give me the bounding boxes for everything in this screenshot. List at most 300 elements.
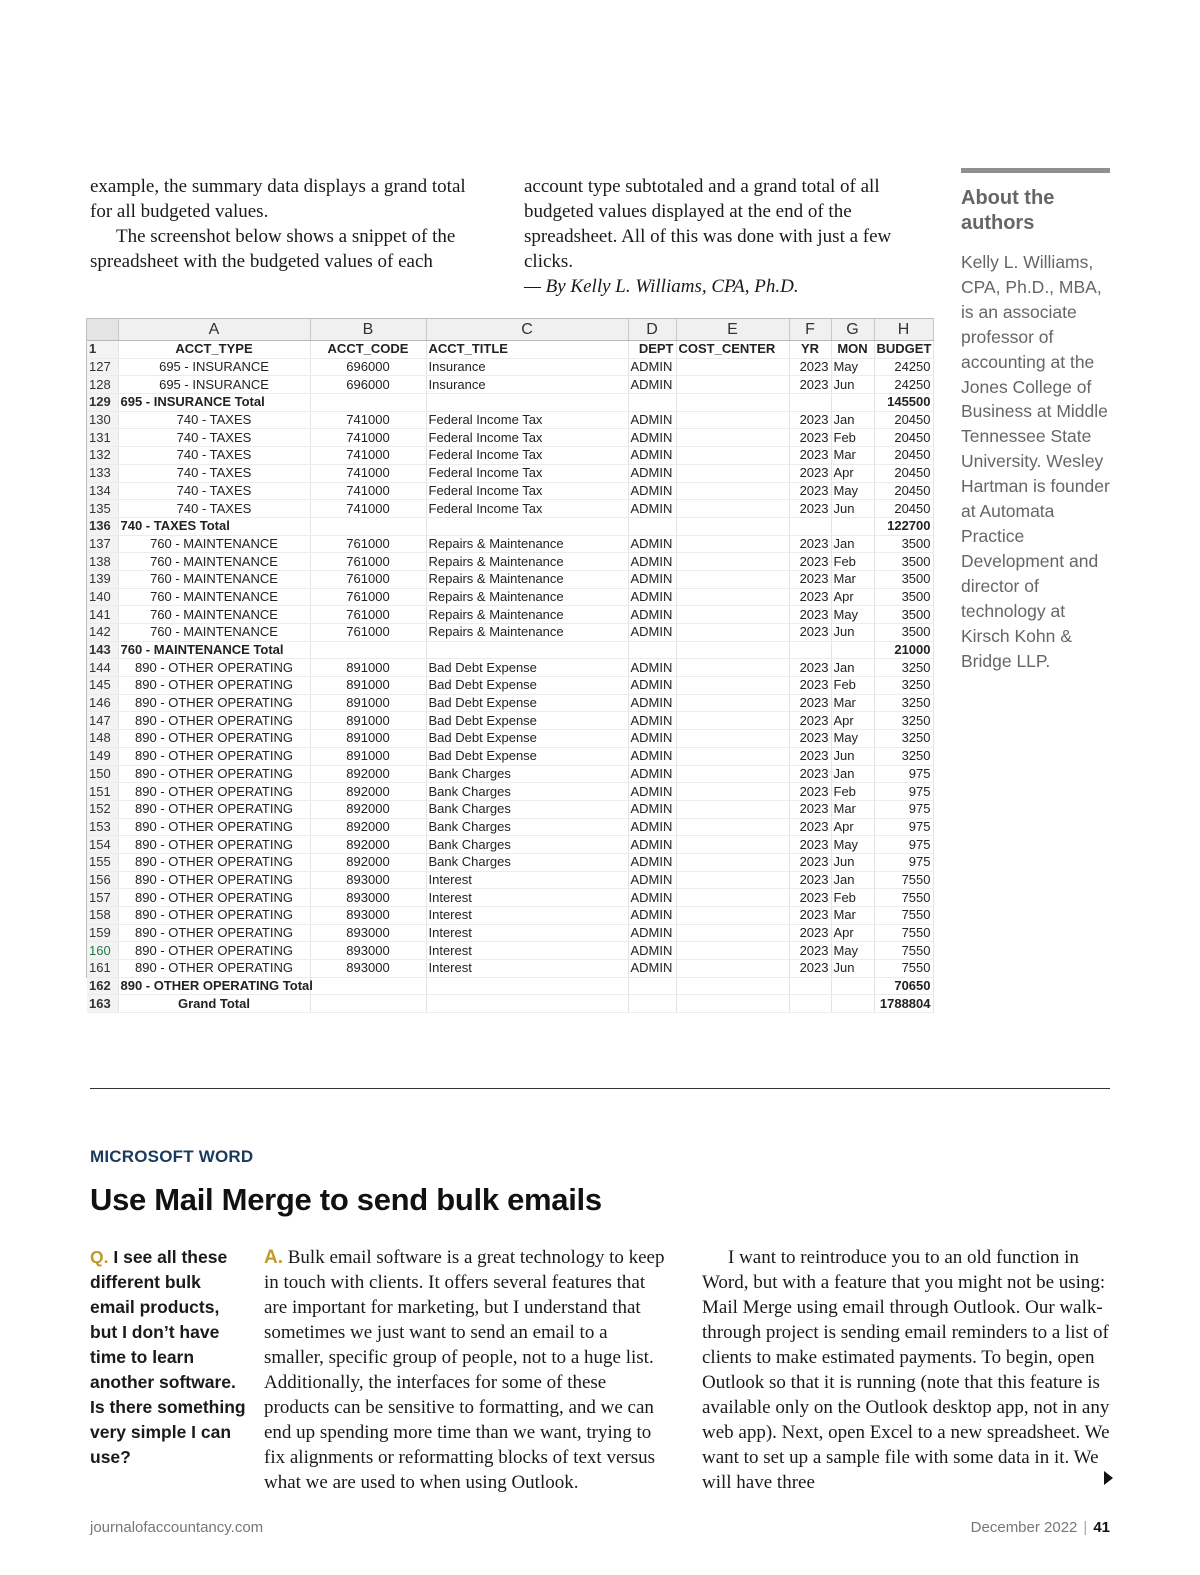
table-cell[interactable]: ADMIN (628, 730, 676, 748)
table-cell[interactable] (676, 570, 789, 588)
table-cell[interactable]: 975 (874, 800, 933, 818)
table-cell[interactable]: Bank Charges (426, 765, 628, 783)
row-number[interactable]: 154 (87, 836, 118, 854)
table-cell[interactable]: 2023 (789, 606, 831, 624)
table-cell[interactable]: Feb (831, 889, 874, 907)
table-cell[interactable]: Interest (426, 871, 628, 889)
table-cell[interactable]: Mar (831, 570, 874, 588)
table-cell[interactable]: ADMIN (628, 588, 676, 606)
row-number[interactable]: 158 (87, 907, 118, 925)
table-cell[interactable]: 740 - TAXES (118, 429, 310, 447)
table-cell[interactable]: 3250 (874, 694, 933, 712)
table-cell[interactable]: Insurance (426, 358, 628, 376)
table-cell[interactable]: 3500 (874, 570, 933, 588)
table-cell[interactable] (310, 977, 426, 995)
table-cell[interactable]: 3500 (874, 535, 933, 553)
table-cell[interactable]: Jan (831, 411, 874, 429)
table-cell[interactable]: 891000 (310, 677, 426, 695)
table-cell[interactable]: 3250 (874, 712, 933, 730)
row-number[interactable]: 130 (87, 411, 118, 429)
table-cell[interactable]: ADMIN (628, 482, 676, 500)
table-cell[interactable] (676, 765, 789, 783)
table-cell[interactable]: 892000 (310, 765, 426, 783)
table-cell[interactable]: 893000 (310, 924, 426, 942)
table-cell[interactable] (676, 783, 789, 801)
table-cell[interactable]: 890 - OTHER OPERATING (118, 800, 310, 818)
table-cell[interactable]: Federal Income Tax (426, 447, 628, 465)
table-cell[interactable]: ADMIN (628, 765, 676, 783)
table-cell[interactable]: 891000 (310, 659, 426, 677)
table-cell[interactable]: ADMIN (628, 783, 676, 801)
table-cell[interactable]: 890 - OTHER OPERATING (118, 960, 310, 978)
table-cell[interactable]: Insurance (426, 376, 628, 394)
row-number[interactable]: 134 (87, 482, 118, 500)
table-cell[interactable]: 2023 (789, 712, 831, 730)
table-cell[interactable] (676, 588, 789, 606)
table-cell[interactable]: Mar (831, 907, 874, 925)
table-cell[interactable] (831, 977, 874, 995)
table-cell[interactable]: 3250 (874, 677, 933, 695)
table-cell[interactable] (676, 624, 789, 642)
row-number[interactable]: 135 (87, 500, 118, 518)
table-cell[interactable]: 2023 (789, 765, 831, 783)
table-cell[interactable]: 2023 (789, 853, 831, 871)
table-cell[interactable]: Feb (831, 553, 874, 571)
table-cell[interactable]: ADMIN (628, 624, 676, 642)
table-cell[interactable]: 7550 (874, 942, 933, 960)
table-cell[interactable]: 893000 (310, 871, 426, 889)
table-cell[interactable] (676, 464, 789, 482)
table-cell[interactable]: 2023 (789, 871, 831, 889)
table-cell[interactable]: Federal Income Tax (426, 429, 628, 447)
table-cell[interactable]: 760 - MAINTENANCE (118, 588, 310, 606)
table-cell[interactable]: 761000 (310, 624, 426, 642)
table-cell[interactable]: 695 - INSURANCE (118, 376, 310, 394)
table-cell[interactable]: Jan (831, 871, 874, 889)
header-cell[interactable]: BUDGET (874, 341, 933, 359)
table-cell[interactable]: 891000 (310, 730, 426, 748)
table-cell[interactable] (676, 606, 789, 624)
table-cell[interactable]: 741000 (310, 464, 426, 482)
table-cell[interactable]: 890 - OTHER OPERATING (118, 677, 310, 695)
row-number[interactable]: 147 (87, 712, 118, 730)
row-number[interactable]: 139 (87, 570, 118, 588)
table-cell[interactable] (676, 659, 789, 677)
table-cell[interactable]: 696000 (310, 358, 426, 376)
table-cell[interactable]: 145500 (874, 394, 933, 412)
table-cell[interactable]: ADMIN (628, 535, 676, 553)
table-cell[interactable] (310, 995, 426, 1013)
table-cell[interactable] (676, 818, 789, 836)
table-cell[interactable] (676, 358, 789, 376)
table-cell[interactable]: 975 (874, 818, 933, 836)
table-cell[interactable]: 2023 (789, 942, 831, 960)
table-cell[interactable]: 892000 (310, 783, 426, 801)
table-cell[interactable]: Bank Charges (426, 836, 628, 854)
table-cell[interactable] (628, 517, 676, 535)
table-cell[interactable]: 2023 (789, 376, 831, 394)
table-cell[interactable]: 975 (874, 765, 933, 783)
table-cell[interactable] (676, 500, 789, 518)
table-cell[interactable] (628, 977, 676, 995)
row-number[interactable]: 163 (87, 995, 118, 1013)
table-cell[interactable]: Apr (831, 924, 874, 942)
table-cell[interactable]: Mar (831, 800, 874, 818)
table-cell[interactable] (676, 429, 789, 447)
table-cell[interactable]: Apr (831, 712, 874, 730)
row-number[interactable]: 138 (87, 553, 118, 571)
table-cell[interactable] (676, 447, 789, 465)
table-cell[interactable]: 3250 (874, 659, 933, 677)
header-cell[interactable]: ACCT_CODE (310, 341, 426, 359)
table-cell[interactable]: ADMIN (628, 836, 676, 854)
table-cell[interactable]: Jun (831, 500, 874, 518)
table-cell[interactable]: 2023 (789, 818, 831, 836)
table-cell[interactable]: Mar (831, 694, 874, 712)
table-cell[interactable]: 7550 (874, 907, 933, 925)
table-cell[interactable]: 2023 (789, 694, 831, 712)
table-cell[interactable]: 2023 (789, 836, 831, 854)
table-cell[interactable] (676, 553, 789, 571)
table-cell[interactable]: ADMIN (628, 747, 676, 765)
row-number[interactable]: 1 (87, 341, 118, 359)
table-cell[interactable]: 122700 (874, 517, 933, 535)
table-cell[interactable]: 741000 (310, 429, 426, 447)
table-cell[interactable]: 2023 (789, 907, 831, 925)
column-header[interactable]: G (831, 319, 874, 341)
table-cell[interactable]: Feb (831, 783, 874, 801)
row-number[interactable]: 149 (87, 747, 118, 765)
table-cell[interactable]: 890 - OTHER OPERATING (118, 836, 310, 854)
table-cell[interactable]: Repairs & Maintenance (426, 535, 628, 553)
table-cell[interactable]: 890 - OTHER OPERATING (118, 871, 310, 889)
table-cell[interactable]: 2023 (789, 358, 831, 376)
header-cell[interactable]: COST_CENTER (676, 341, 789, 359)
table-cell[interactable]: ADMIN (628, 570, 676, 588)
table-cell[interactable]: Apr (831, 588, 874, 606)
table-cell[interactable]: Bad Debt Expense (426, 694, 628, 712)
row-number[interactable]: 137 (87, 535, 118, 553)
table-cell[interactable]: 2023 (789, 924, 831, 942)
table-cell[interactable]: Feb (831, 429, 874, 447)
table-cell[interactable]: Bad Debt Expense (426, 730, 628, 748)
table-cell[interactable] (676, 800, 789, 818)
table-cell[interactable]: 975 (874, 853, 933, 871)
row-number[interactable]: 160 (87, 942, 118, 960)
table-cell[interactable]: 695 - INSURANCE (118, 358, 310, 376)
header-cell[interactable]: ACCT_TYPE (118, 341, 310, 359)
table-cell[interactable]: 741000 (310, 411, 426, 429)
table-cell[interactable]: 761000 (310, 588, 426, 606)
table-cell[interactable] (676, 482, 789, 500)
row-number[interactable]: 141 (87, 606, 118, 624)
table-cell[interactable] (628, 995, 676, 1013)
table-cell[interactable] (426, 995, 628, 1013)
row-number[interactable]: 131 (87, 429, 118, 447)
column-header[interactable]: C (426, 319, 628, 341)
table-cell[interactable]: 891000 (310, 694, 426, 712)
row-number[interactable]: 157 (87, 889, 118, 907)
table-cell[interactable]: 890 - OTHER OPERATING Total (118, 977, 310, 995)
table-cell[interactable]: 2023 (789, 482, 831, 500)
table-cell[interactable]: 20450 (874, 429, 933, 447)
table-cell[interactable] (789, 394, 831, 412)
table-cell[interactable]: 890 - OTHER OPERATING (118, 747, 310, 765)
table-cell[interactable]: ADMIN (628, 694, 676, 712)
table-cell[interactable]: 893000 (310, 907, 426, 925)
table-cell[interactable]: ADMIN (628, 500, 676, 518)
table-cell[interactable]: Interest (426, 907, 628, 925)
table-cell[interactable]: Bad Debt Expense (426, 677, 628, 695)
table-cell[interactable]: May (831, 942, 874, 960)
table-cell[interactable]: 2023 (789, 553, 831, 571)
table-cell[interactable]: 890 - OTHER OPERATING (118, 712, 310, 730)
table-cell[interactable]: Repairs & Maintenance (426, 588, 628, 606)
table-cell[interactable]: 740 - TAXES (118, 411, 310, 429)
table-cell[interactable]: Federal Income Tax (426, 482, 628, 500)
table-cell[interactable] (426, 394, 628, 412)
table-cell[interactable]: 2023 (789, 889, 831, 907)
column-header[interactable]: H (874, 319, 933, 341)
table-cell[interactable]: ADMIN (628, 800, 676, 818)
table-cell[interactable] (676, 376, 789, 394)
table-cell[interactable] (831, 394, 874, 412)
table-cell[interactable]: 2023 (789, 464, 831, 482)
table-cell[interactable]: 741000 (310, 482, 426, 500)
table-cell[interactable] (676, 995, 789, 1013)
table-cell[interactable] (676, 977, 789, 995)
column-header[interactable]: B (310, 319, 426, 341)
table-cell[interactable]: 2023 (789, 800, 831, 818)
table-cell[interactable]: 7550 (874, 889, 933, 907)
table-cell[interactable]: Jan (831, 535, 874, 553)
row-number[interactable]: 155 (87, 853, 118, 871)
table-cell[interactable]: Bad Debt Expense (426, 659, 628, 677)
table-cell[interactable]: Jun (831, 747, 874, 765)
table-cell[interactable]: 975 (874, 836, 933, 854)
row-number[interactable]: 143 (87, 641, 118, 659)
table-cell[interactable] (831, 517, 874, 535)
table-cell[interactable]: 761000 (310, 570, 426, 588)
table-cell[interactable]: 890 - OTHER OPERATING (118, 924, 310, 942)
table-cell[interactable]: Jan (831, 765, 874, 783)
table-cell[interactable]: Jun (831, 960, 874, 978)
table-cell[interactable] (676, 836, 789, 854)
table-cell[interactable] (676, 677, 789, 695)
table-cell[interactable]: Federal Income Tax (426, 500, 628, 518)
table-cell[interactable]: 892000 (310, 853, 426, 871)
table-cell[interactable] (831, 641, 874, 659)
row-number[interactable]: 128 (87, 376, 118, 394)
table-cell[interactable]: 760 - MAINTENANCE (118, 570, 310, 588)
table-cell[interactable]: 24250 (874, 358, 933, 376)
table-cell[interactable]: 740 - TAXES (118, 447, 310, 465)
row-number[interactable]: 152 (87, 800, 118, 818)
table-cell[interactable]: Interest (426, 889, 628, 907)
table-cell[interactable]: 2023 (789, 960, 831, 978)
table-cell[interactable] (676, 694, 789, 712)
header-cell[interactable]: ACCT_TITLE (426, 341, 628, 359)
table-cell[interactable]: Grand Total (118, 995, 310, 1013)
table-cell[interactable]: ADMIN (628, 889, 676, 907)
table-cell[interactable]: 1788804 (874, 995, 933, 1013)
table-cell[interactable]: ADMIN (628, 553, 676, 571)
table-cell[interactable]: 20450 (874, 447, 933, 465)
table-cell[interactable] (426, 517, 628, 535)
table-cell[interactable]: ADMIN (628, 358, 676, 376)
table-cell[interactable]: 890 - OTHER OPERATING (118, 907, 310, 925)
column-header[interactable]: A (118, 319, 310, 341)
table-cell[interactable]: 2023 (789, 783, 831, 801)
table-cell[interactable]: 2023 (789, 588, 831, 606)
table-cell[interactable]: 2023 (789, 535, 831, 553)
table-cell[interactable]: 892000 (310, 800, 426, 818)
table-cell[interactable]: ADMIN (628, 818, 676, 836)
table-cell[interactable]: 3500 (874, 624, 933, 642)
table-cell[interactable] (676, 924, 789, 942)
column-header[interactable]: F (789, 319, 831, 341)
table-cell[interactable]: Jun (831, 376, 874, 394)
table-cell[interactable]: 760 - MAINTENANCE (118, 553, 310, 571)
table-cell[interactable]: ADMIN (628, 376, 676, 394)
table-cell[interactable]: ADMIN (628, 907, 676, 925)
header-cell[interactable]: DEPT (628, 341, 676, 359)
table-cell[interactable]: ADMIN (628, 464, 676, 482)
table-cell[interactable]: ADMIN (628, 924, 676, 942)
table-cell[interactable]: 890 - OTHER OPERATING (118, 942, 310, 960)
table-cell[interactable]: 890 - OTHER OPERATING (118, 783, 310, 801)
table-cell[interactable]: ADMIN (628, 411, 676, 429)
column-header[interactable]: D (628, 319, 676, 341)
row-number[interactable]: 162 (87, 977, 118, 995)
table-cell[interactable] (676, 730, 789, 748)
row-number[interactable]: 133 (87, 464, 118, 482)
table-cell[interactable] (310, 394, 426, 412)
table-cell[interactable]: 2023 (789, 730, 831, 748)
table-cell[interactable]: 3500 (874, 588, 933, 606)
table-cell[interactable]: 893000 (310, 942, 426, 960)
table-cell[interactable]: 760 - MAINTENANCE (118, 535, 310, 553)
table-cell[interactable]: 7550 (874, 960, 933, 978)
table-cell[interactable] (676, 942, 789, 960)
row-number[interactable]: 146 (87, 694, 118, 712)
table-cell[interactable] (426, 977, 628, 995)
table-cell[interactable]: 2023 (789, 500, 831, 518)
table-cell[interactable] (628, 641, 676, 659)
row-number[interactable]: 144 (87, 659, 118, 677)
table-cell[interactable]: 7550 (874, 924, 933, 942)
table-cell[interactable]: Mar (831, 447, 874, 465)
table-cell[interactable]: ADMIN (628, 677, 676, 695)
table-cell[interactable] (789, 517, 831, 535)
table-cell[interactable]: 893000 (310, 960, 426, 978)
table-cell[interactable] (831, 995, 874, 1013)
table-cell[interactable] (628, 394, 676, 412)
table-cell[interactable]: 3250 (874, 730, 933, 748)
table-cell[interactable]: Federal Income Tax (426, 464, 628, 482)
table-cell[interactable]: 890 - OTHER OPERATING (118, 765, 310, 783)
table-cell[interactable]: 740 - TAXES (118, 482, 310, 500)
table-cell[interactable] (789, 641, 831, 659)
table-cell[interactable]: ADMIN (628, 853, 676, 871)
table-cell[interactable] (426, 641, 628, 659)
row-number[interactable]: 159 (87, 924, 118, 942)
table-cell[interactable] (676, 960, 789, 978)
table-cell[interactable]: 20450 (874, 464, 933, 482)
table-cell[interactable]: May (831, 606, 874, 624)
row-number[interactable]: 127 (87, 358, 118, 376)
table-cell[interactable] (676, 747, 789, 765)
row-number[interactable]: 145 (87, 677, 118, 695)
table-cell[interactable] (676, 907, 789, 925)
table-cell[interactable]: ADMIN (628, 960, 676, 978)
table-cell[interactable]: Interest (426, 942, 628, 960)
table-cell[interactable]: 892000 (310, 818, 426, 836)
table-cell[interactable]: ADMIN (628, 429, 676, 447)
table-cell[interactable]: Interest (426, 960, 628, 978)
table-cell[interactable]: 70650 (874, 977, 933, 995)
row-number[interactable]: 148 (87, 730, 118, 748)
table-cell[interactable]: 7550 (874, 871, 933, 889)
table-cell[interactable]: Feb (831, 677, 874, 695)
table-cell[interactable]: 3500 (874, 553, 933, 571)
table-cell[interactable]: 2023 (789, 570, 831, 588)
table-cell[interactable]: 760 - MAINTENANCE Total (118, 641, 310, 659)
row-number[interactable]: 136 (87, 517, 118, 535)
table-cell[interactable]: 761000 (310, 553, 426, 571)
table-cell[interactable]: Bank Charges (426, 783, 628, 801)
table-cell[interactable] (789, 995, 831, 1013)
table-cell[interactable]: 761000 (310, 535, 426, 553)
table-cell[interactable]: Jun (831, 853, 874, 871)
table-cell[interactable]: 3500 (874, 606, 933, 624)
table-cell[interactable]: Repairs & Maintenance (426, 570, 628, 588)
table-cell[interactable]: ADMIN (628, 606, 676, 624)
header-cell[interactable]: MON (831, 341, 874, 359)
table-cell[interactable]: 696000 (310, 376, 426, 394)
table-cell[interactable]: 2023 (789, 429, 831, 447)
table-cell[interactable]: 891000 (310, 712, 426, 730)
table-cell[interactable]: May (831, 358, 874, 376)
table-cell[interactable]: Jan (831, 659, 874, 677)
table-cell[interactable]: 890 - OTHER OPERATING (118, 889, 310, 907)
table-cell[interactable]: 740 - TAXES Total (118, 517, 310, 535)
table-cell[interactable]: 21000 (874, 641, 933, 659)
row-number[interactable]: 132 (87, 447, 118, 465)
table-cell[interactable]: 760 - MAINTENANCE (118, 624, 310, 642)
table-cell[interactable] (676, 394, 789, 412)
table-cell[interactable]: 20450 (874, 482, 933, 500)
table-cell[interactable]: ADMIN (628, 712, 676, 730)
select-all-corner[interactable] (87, 319, 118, 341)
table-cell[interactable]: 890 - OTHER OPERATING (118, 694, 310, 712)
row-number[interactable]: 140 (87, 588, 118, 606)
table-cell[interactable]: 891000 (310, 747, 426, 765)
table-cell[interactable]: 2023 (789, 677, 831, 695)
table-cell[interactable] (676, 712, 789, 730)
table-cell[interactable]: Apr (831, 818, 874, 836)
table-cell[interactable]: Jun (831, 624, 874, 642)
table-cell[interactable] (310, 641, 426, 659)
table-cell[interactable]: 2023 (789, 747, 831, 765)
table-cell[interactable]: 892000 (310, 836, 426, 854)
table-cell[interactable] (676, 641, 789, 659)
table-cell[interactable]: Bank Charges (426, 853, 628, 871)
table-cell[interactable]: 2023 (789, 447, 831, 465)
table-cell[interactable]: 761000 (310, 606, 426, 624)
row-number[interactable]: 153 (87, 818, 118, 836)
table-cell[interactable]: Interest (426, 924, 628, 942)
